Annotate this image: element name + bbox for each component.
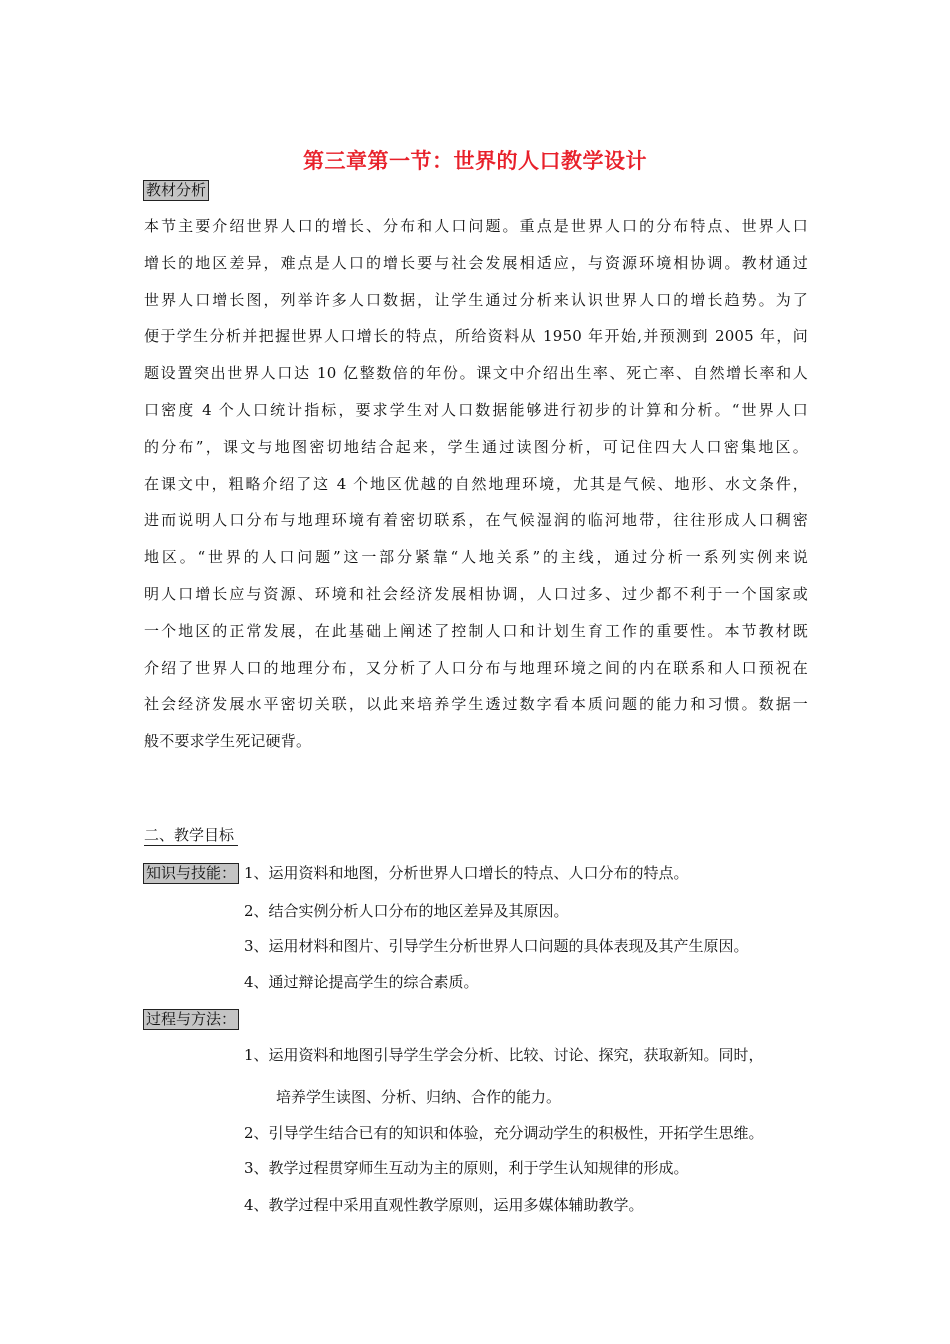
paragraph-line: 的分布”，课文与地图密切地结合起来，学生通过读图分析，可记住四大人口密集地区。	[144, 437, 808, 456]
knowledge-item: 4、通过辩论提高学生的综合素质。	[244, 973, 479, 991]
paragraph-line: 在课文中，粗略介绍了这 4 个地区优越的自然地理环境，尤其是气候、地形、水文条件，	[144, 474, 808, 493]
paragraph-line: 本节主要介绍世界人口的增长、分布和人口问题。重点是世界人口的分布特点、世界人口	[144, 217, 808, 235]
paragraph-line: 明人口增长应与资源、环境和社会经济发展相协调，人口过多、过少都不利于一个国家或	[144, 584, 808, 603]
process-item: 3、教学过程贯穿师生互动为主的原则，利于学生认知规律的形成。	[244, 1159, 689, 1177]
paragraph-line: 增长的地区差异，难点是人口的增长要与社会发展相适应，与资源环境相协调。教材通过	[144, 253, 808, 272]
knowledge-item: 2、结合实例分析人口分布的地区差异及其原因。	[244, 902, 569, 920]
label-process-methods: 过程与方法：	[143, 1009, 239, 1030]
knowledge-item: 1、运用资料和地图，分析世界人口增长的特点、人口分布的特点。	[244, 864, 689, 882]
label-knowledge-skills: 知识与技能：	[143, 863, 239, 884]
paragraph-line: 社会经济发展水平密切关联，以此来培养学生透过数字看本质问题的能力和习惯。数据一	[144, 695, 808, 714]
process-item: 4、教学过程中采用直观性教学原则，运用多媒体辅助教学。	[244, 1196, 644, 1214]
paragraph-line: 一个地区的正常发展，在此基础上阐述了控制人口和计划生育工作的重要性。本节教材既	[144, 621, 808, 640]
paragraph-line: 介绍了世界人口的地理分布，又分析了人口分布与地理环境之间的内在联系和人口预祝在	[144, 658, 808, 677]
paragraph-line: 题设置突出世界人口达 10 亿整数倍的年份。课文中介绍出生率、死亡率、自然增长率和人	[144, 364, 808, 383]
textbook-analysis-paragraph	[144, 208, 808, 760]
process-item: 2、引导学生结合已有的知识和体验，充分调动学生的积极性，开拓学生思维。	[244, 1124, 764, 1142]
process-item: 1、运用资料和地图引导学生学会分析、比较、讨论、探究，获取新知。同时，	[244, 1046, 764, 1064]
paragraph-line: 地区。“世界的人口问题”这一部分紧靠“人地关系”的主线，通过分析一系列实例来说	[144, 548, 808, 567]
paragraph-line: 进而说明人口分布与地理环境有着密切联系，在气候湿润的临河地带，往往形成人口稠密	[144, 511, 808, 530]
knowledge-item: 3、运用材料和图片、引导学生分析世界人口问题的具体表现及其产生原因。	[244, 937, 749, 955]
paragraph-line: 般不要求学生死记硬背。	[144, 732, 312, 751]
paragraph-line: 世界人口增长图，列举许多人口数据，让学生通过分析来认识世界人口的增长趋势。为了	[144, 290, 808, 309]
section-label-textbook-analysis: 教材分析	[143, 180, 209, 201]
document-title: 第三章第一节：世界的人口教学设计	[303, 148, 647, 173]
paragraph-line: 便于学生分析并把握世界人口增长的特点，所给资料从 1950 年开始,并预测到 2005 年，问	[144, 327, 808, 346]
section-label-teaching-objectives: 二、教学目标	[144, 826, 238, 846]
process-item-continuation: 培养学生读图、分析、归纳、合作的能力。	[276, 1088, 562, 1106]
paragraph-line: 口密度 4 个人口统计指标，要求学生对人口数据能够进行初步的计算和分析。“世界人口	[144, 400, 808, 419]
